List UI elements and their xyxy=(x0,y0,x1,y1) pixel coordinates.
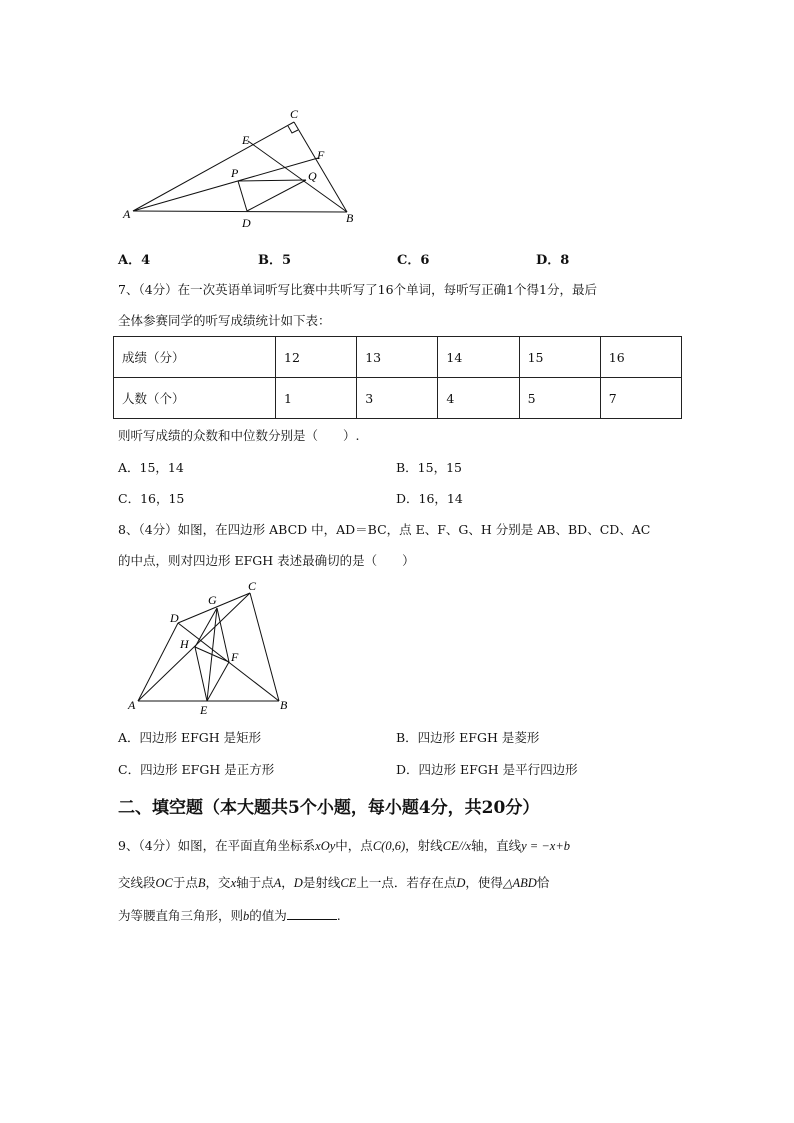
q9-var: D xyxy=(456,876,466,890)
q9-text: 为等腰直角三角形，则 xyxy=(118,908,244,923)
q9-var: b xyxy=(243,909,250,923)
q9-text-line3 xyxy=(118,907,341,925)
label-q: Q xyxy=(308,169,317,183)
q9-var: x xyxy=(230,876,237,890)
table-cell: 13 xyxy=(357,337,438,378)
q9-equation: y = −x+b xyxy=(521,839,571,853)
q9-var: B xyxy=(197,876,206,890)
q8-option-b[interactable]: B．四边形 EFGH 是菱形 xyxy=(396,730,540,745)
segment-pd xyxy=(238,181,247,211)
q9-text: 上一点．若存在点 xyxy=(356,875,457,890)
segment-ad xyxy=(138,623,178,701)
label-c: C xyxy=(248,579,257,593)
segment-ab xyxy=(133,211,347,212)
segment-dq xyxy=(247,180,306,211)
q9-triangle: △ABD xyxy=(502,876,537,890)
table-cell: 14 xyxy=(438,337,519,378)
label-g: G xyxy=(208,593,217,607)
label-b: B xyxy=(280,698,288,712)
q9-text-line2 xyxy=(118,875,549,892)
q6-option-b[interactable]: B．5 xyxy=(258,253,292,268)
q7-question: 则听写成绩的众数和中位数分别是（ ）. xyxy=(118,428,360,443)
q9-text: ，使得 xyxy=(465,875,503,890)
segment-ac xyxy=(133,122,294,211)
q9-text: 9、（4分）如图，在平面直角坐标系 xyxy=(118,838,316,853)
segment-cb xyxy=(250,593,279,701)
figure-quadrilateral-abcd xyxy=(122,575,302,720)
q9-text: 的值为 xyxy=(249,908,287,923)
q9-point: C(0,6) xyxy=(372,839,406,853)
segment-cb xyxy=(294,122,347,212)
table-cell: 15 xyxy=(519,337,600,378)
score-table xyxy=(113,336,682,419)
label-p: P xyxy=(231,166,239,180)
table-row xyxy=(114,378,682,419)
segment-pq xyxy=(238,180,306,181)
label-c: C xyxy=(290,107,299,121)
q9-text: 恰 xyxy=(536,875,550,890)
q9-text: ， xyxy=(281,875,294,890)
label-e: E xyxy=(200,703,208,717)
label-f: F xyxy=(231,650,239,664)
q9-text: 中，点 xyxy=(335,838,373,853)
q9-text: 交线段 xyxy=(118,875,156,890)
q9-var: xOy xyxy=(315,839,336,853)
table-cell: 5 xyxy=(519,378,600,419)
q9-text: 轴于点 xyxy=(236,875,274,890)
table-cell: 4 xyxy=(438,378,519,419)
label-h: H xyxy=(180,637,189,651)
q9-text: ，射线 xyxy=(405,838,443,853)
q9-text-line1 xyxy=(118,838,570,855)
q8-option-a[interactable]: A．四边形 EFGH 是矩形 xyxy=(118,730,262,745)
q7-option-d[interactable]: D．16，14 xyxy=(396,491,463,506)
q9-text: 轴，直线 xyxy=(471,838,522,853)
q9-text: 是射线 xyxy=(302,875,341,890)
q7-option-b[interactable]: B．15，15 xyxy=(396,460,462,475)
figure-triangle-apq xyxy=(110,100,370,235)
q8-text-line2: 的中点，则对四边形 EFGH 表述最确切的是（ ） xyxy=(118,553,415,568)
q9-var: CE xyxy=(340,876,357,890)
q8-option-d[interactable]: D．四边形 EFGH 是平行四边形 xyxy=(396,762,578,777)
table-cell: 12 xyxy=(276,337,357,378)
segment-eb xyxy=(248,141,347,212)
label-b: B xyxy=(346,211,354,225)
q6-option-c[interactable]: C．6 xyxy=(397,253,430,268)
label-a: A xyxy=(128,698,136,712)
table-cell: 7 xyxy=(600,378,681,419)
section-title: 二、填空题（本大题共5个小题，每小题4分，共20分） xyxy=(118,798,540,818)
answer-blank[interactable] xyxy=(287,907,337,920)
q6-option-d[interactable]: D．8 xyxy=(536,253,570,268)
q9-var: A xyxy=(273,876,282,890)
q7-text-line1: 7、（4分）在一次英语单词听写比赛中共听写了16个单词，每听写正确1个得1分，最后 xyxy=(118,282,597,297)
segment-eh xyxy=(195,647,207,701)
q9-text: 于点 xyxy=(172,875,198,890)
label-d: D xyxy=(170,611,179,625)
label-f: F xyxy=(317,148,325,162)
table-cell: 3 xyxy=(357,378,438,419)
q7-option-c[interactable]: C．16，15 xyxy=(118,491,185,506)
table-row xyxy=(114,337,682,378)
segment-ac xyxy=(138,593,250,701)
q9-text: ，交 xyxy=(205,875,231,890)
table-cell: 16 xyxy=(600,337,681,378)
table-cell: 1 xyxy=(276,378,357,419)
q8-option-c[interactable]: C．四边形 EFGH 是正方形 xyxy=(118,762,275,777)
table-cell: 成绩（分） xyxy=(114,337,276,378)
q7-option-a[interactable]: A．15，14 xyxy=(118,460,184,475)
q9-ray: CE//x xyxy=(442,839,472,853)
q9-text: . xyxy=(336,908,341,923)
q6-option-a[interactable]: A．4 xyxy=(118,253,151,268)
segment-af xyxy=(133,158,318,211)
table-cell: 人数（个） xyxy=(114,378,276,419)
q9-var: D xyxy=(293,876,303,890)
label-e: E xyxy=(242,133,250,147)
q8-text-line1: 8、（4分）如图，在四边形 ABCD 中，AD＝BC，点 E、F、G、H 分别是 AB、BD、CD、AC xyxy=(118,522,651,537)
label-d: D xyxy=(242,216,251,230)
q9-var: OC xyxy=(155,876,173,890)
q7-text-line2: 全体参赛同学的听写成绩统计如下表： xyxy=(118,313,331,328)
label-a: A xyxy=(123,207,131,221)
